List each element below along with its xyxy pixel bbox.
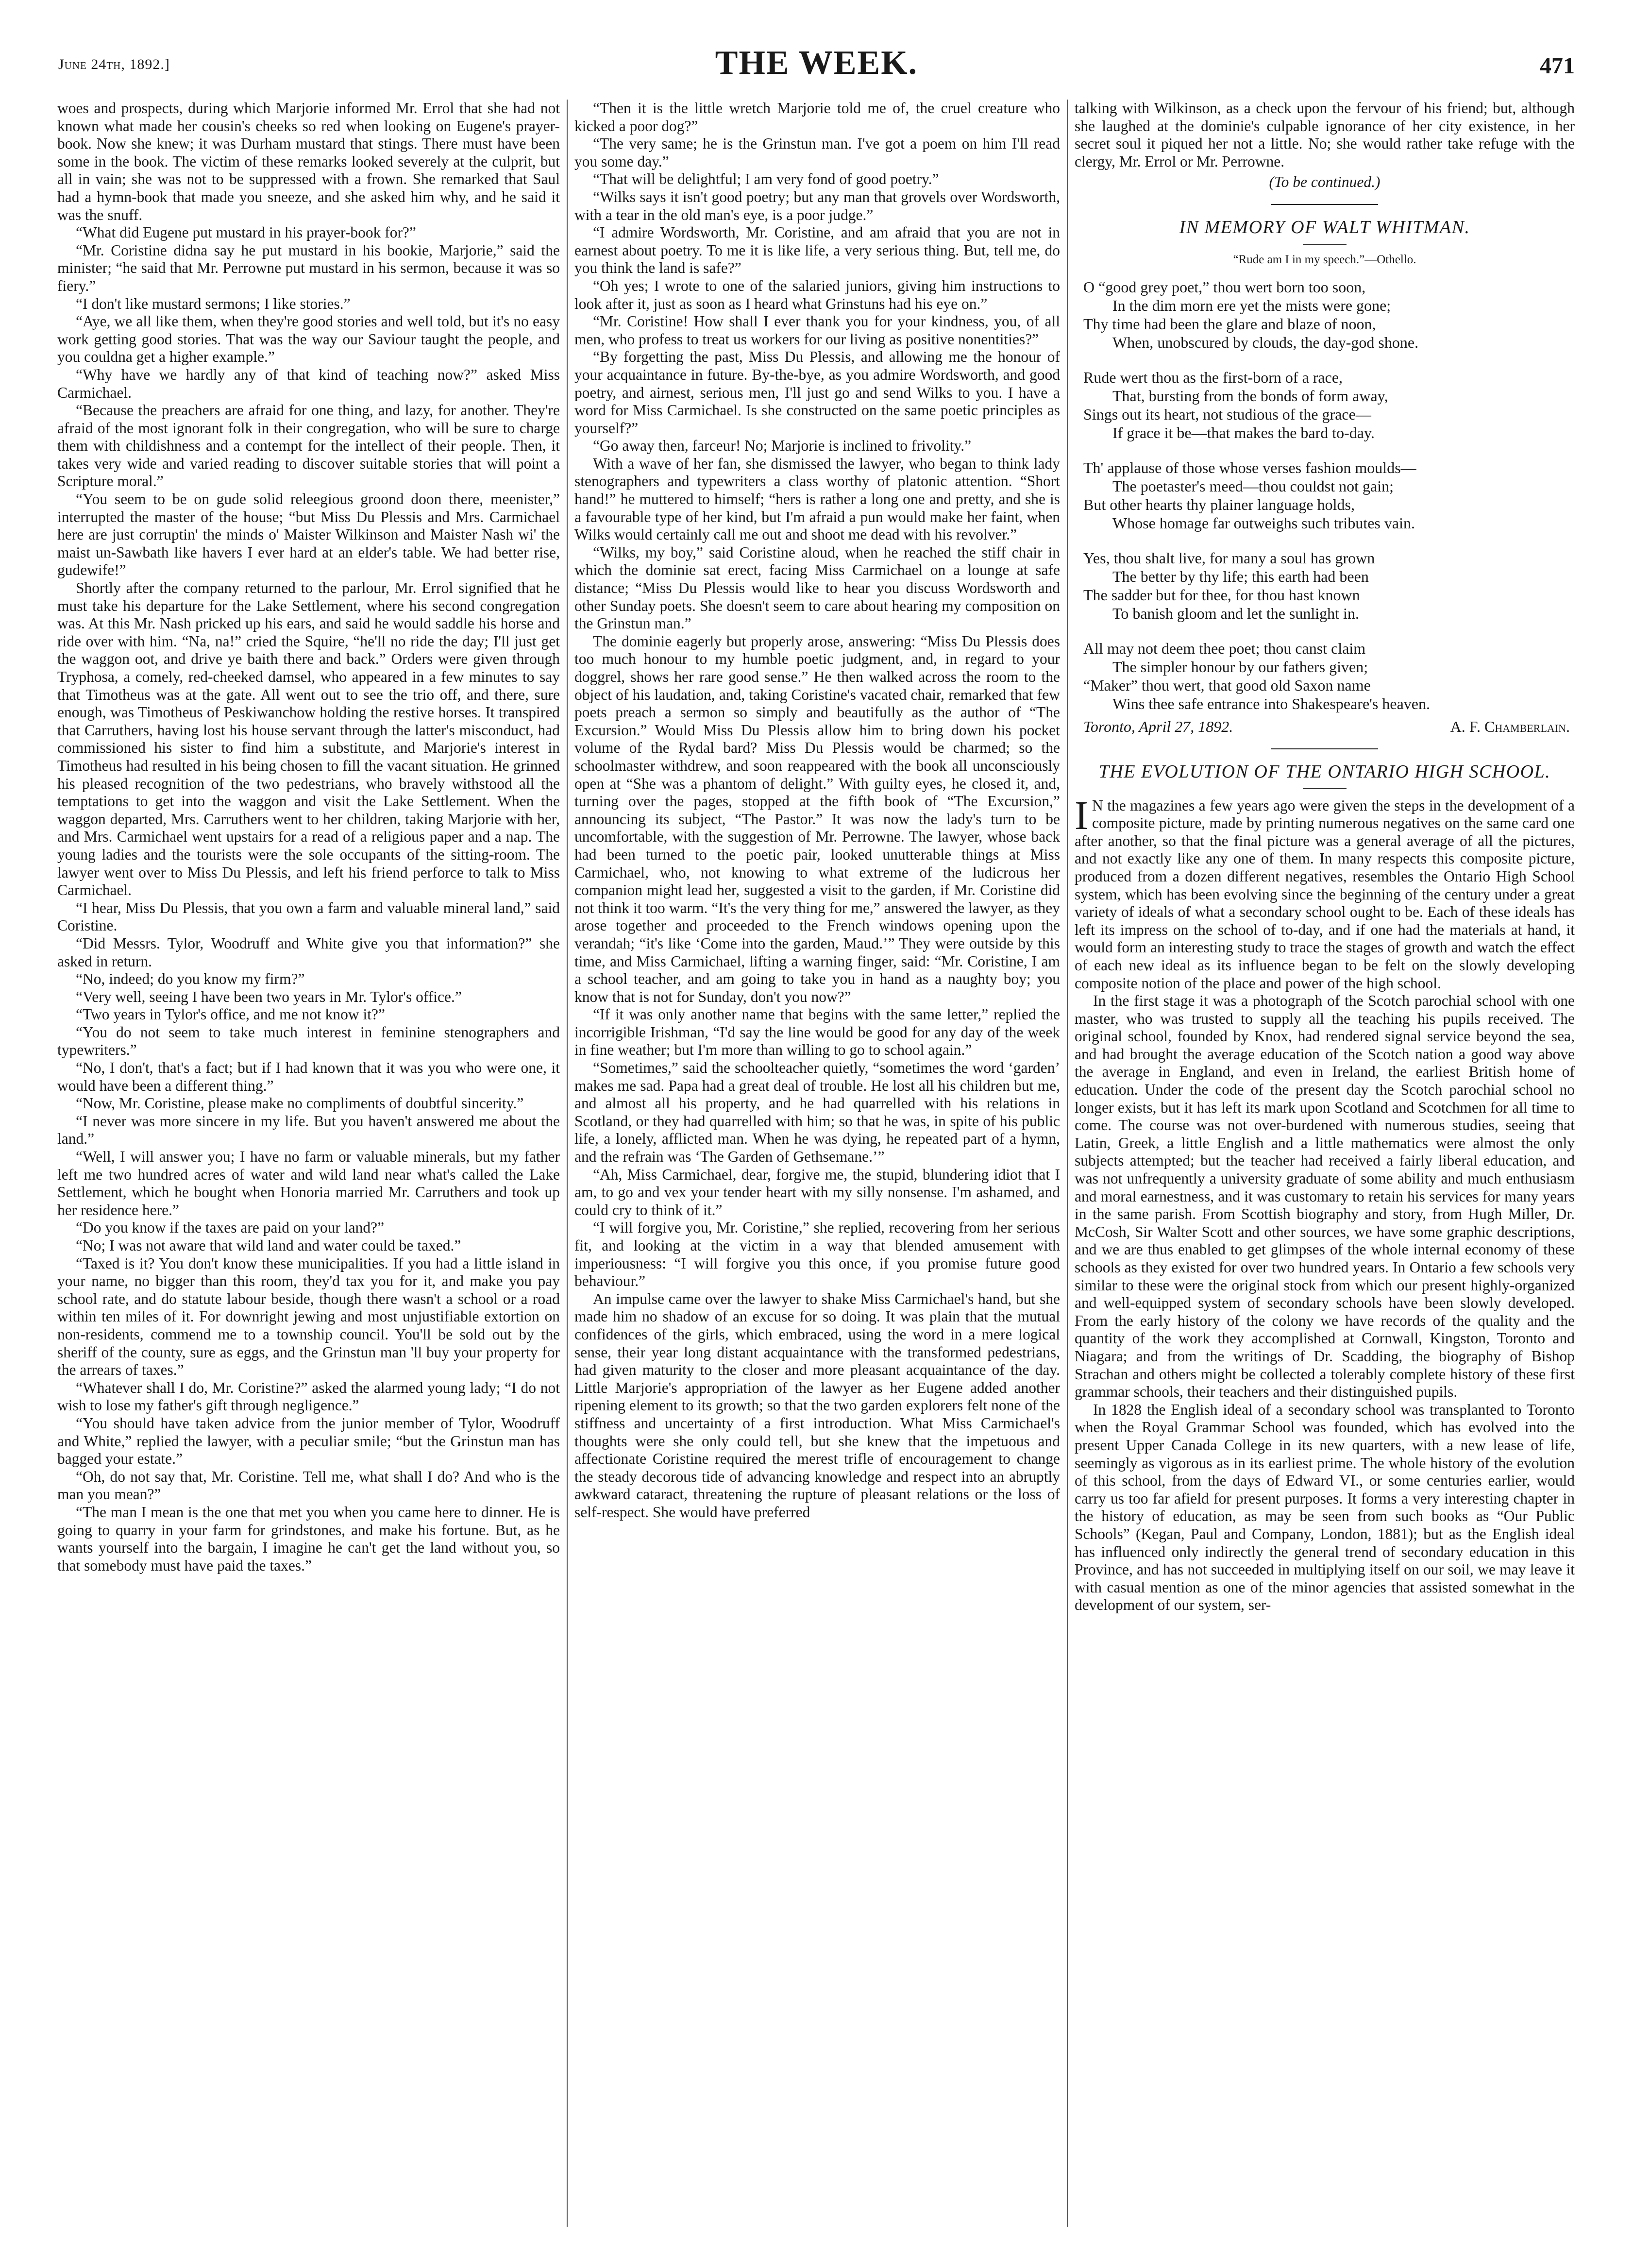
poem-line: The better by thy life; this earth had been: [1112, 567, 1369, 585]
paragraph: “By forgetting the past, Miss Du Plessis, and allowing me the honour of your acquaintance in future. By-the-bye, as you admire Wordsworth, and good poetry, and airnest, serious men, I'll just go and send Wilks to you. I have a word for Miss Carmichael. Is she constructed on the same poetic principles as yourself?”: [574, 348, 1060, 437]
poem-epigraph: “Rude am I in my speech.”—Othello.: [1233, 253, 1416, 266]
to-be-continued: (To be continued.): [1269, 173, 1380, 191]
poem-author: A. F. Chamberlain.: [1450, 717, 1570, 735]
poem-line: Th' applause of those whose verses fashion moulds—: [1083, 458, 1416, 476]
poem-stanza: [1083, 458, 1575, 532]
paragraph: With a wave of her fan, she dismissed the lawyer, who began to think lady stenographers and typewriters a class worthy of platonic attention. “Short hand!” he muttered to himself; “hers is rather a long one and pretty, and she is a favourable type of her kind, but I'm afraid a pun would make her faint, when Wilks would certainly call me out and shoot me dead with his revolver.”: [574, 455, 1060, 543]
column-1: [57, 100, 560, 2227]
poem-stanza: [1083, 278, 1575, 352]
paragraph: “You should have taken advice from the junior member of Tylor, Woodruff and White,” replied the lawyer, with a peculiar smile; “but the Grinstun man has bagged your estate.”: [57, 1414, 560, 1468]
section-divider: [1271, 748, 1378, 749]
paragraph: “Sometimes,” said the schoolteacher quietly, “sometimes the word ‘garden’ makes me sad. Papa had a great deal of trouble. He lost all his children but me, and almost all his property, and he had quarrelled with his relations in Scotland, or they had quarrelled with him; so that he was, in spite of his public life, a lonely, afflicted man. When he was dying, he repeated part of a hymn, and the refrain was ‘The Garden of Gethsemane.’”: [574, 1059, 1060, 1166]
poem-line: The sadder but for thee, for thou hast known: [1083, 586, 1360, 604]
paragraph: “Wilks says it isn't good poetry; but any man that grovels over Wordsworth, with a tear in the old man's eye, is a poor judge.”: [574, 188, 1060, 223]
poem-line: When, unobscured by clouds, the day-god shone.: [1112, 333, 1419, 351]
poem-title: IN MEMORY OF WALT WHITMAN.: [1179, 217, 1470, 237]
drop-cap: I: [1075, 793, 1088, 838]
poem-line: To banish gloom and let the sunlight in.: [1112, 604, 1359, 622]
paragraph: “No, I don't, that's a fact; but if I had known that it was you who were one, it would have been a different thing.”: [57, 1059, 560, 1094]
title-rule: [1303, 244, 1347, 245]
paragraph: “I admire Wordsworth, Mr. Coristine, and am afraid that you are not in earnest about poetry. To me it is like life, a very serious thing. But, tell me, do you think the land is safe?”: [574, 224, 1060, 277]
paragraph: “Because the preachers are afraid for one thing, and lazy, for another. They're afraid of the most ignorant folk in their congregation, who will be sure to charge them with childishness and a contempt for the intellect of their people. Then, it takes very wide and varied reading to discover suitable stories that will point a Scripture moral.”: [57, 402, 560, 490]
paragraph: “Oh yes; I wrote to one of the salaried juniors, giving him instructions to look after it, just as soon as I heard what Grinstuns had his eye on.”: [574, 277, 1060, 312]
paragraph: “No; I was not aware that wild land and water could be taxed.”: [76, 1237, 461, 1254]
paragraph: “I hear, Miss Du Plessis, that you own a farm and valuable mineral land,” said Coristine.: [57, 899, 560, 934]
paragraph: “That will be delightful; I am very fond of good poetry.”: [593, 170, 939, 188]
article-text: N the magazines a few years ago were given the steps in the development of a composite picture, made by printing numerous negatives on the same card one after another, so that the final picture was a general average of all the pictures, and not exactly like any one of them. In many respects this composite picture, produced from a dozen different negatives, resembles the Ontario High School system, which has been evolving since the beginning of the century under a great variety of ideals of what a secondary school ought to be. Each of these ideals has left its impress on the school of to-day, and if one had the materials at hand, it would form an interesting study to trace the stages of growth and watch the effect of each new ideal as its influence began to be felt on the slowly developing composite notion of the place and power of the high school.: [1075, 796, 1575, 992]
issue-date: June 24th, 1892.]: [58, 56, 170, 72]
paragraph: “Ah, Miss Carmichael, dear, forgive me, the stupid, blundering idiot that I am, to go and vex your tender heart with my silly nonsense. I'm ashamed, and could cry to think of it.”: [574, 1166, 1060, 1219]
paragraph: The dominie eagerly but properly arose, answering: “Miss Du Plessis does too much honour to my humble poetic judgment, and, in regard to your doggrel, shows her rare good sense.” He then walked across the room to the object of his laudation, and, taking Coristine's vacated chair, remarked that few poets preach a sermon so simply and beautifully as the author of “The Excursion.” Would Miss Du Plessis allow him to bring down his pocket volume of the Rydal bard? Miss Du Plessis would be charmed; so the schoolmaster withdrew, and soon reappeared with the book all unconsciously open at “She was a phantom of delight.” With guilty eyes, he closed it, and, turning over the pages, stopped at the fifth book of “The Excursion,” announcing its subject, “The Pastor.” It was now the lady's turn to be uncomfortable, with the suggestion of Mr. Perrowne. The lawyer, whose back had been turned to the poetic pair, looked unutterable things at Miss Carmichael, who, not knowing to what extreme of the ludicrous her companion might lead her, suggested a visit to the garden, if Mr. Coristine did not think it too warm. “It's the very thing for me,” answered the lawyer, as they arose together and proceeded to the French windows opening upon the verandah; “it's like ‘Come into the garden, Maud.’” They were outside by this time, and Miss Carmichael, lifting a warning finger, said: “Mr. Coristine, I am a school teacher, and am going to take you in hand as a naughty boy; you know that is not for Sunday, don't you now?”: [574, 632, 1060, 1005]
poem-stanza: [1083, 368, 1575, 442]
poem-line: O “good grey poet,” thou wert born too soon,: [1083, 278, 1366, 296]
masthead: [58, 38, 1575, 91]
paragraph: “Why have we hardly any of that kind of teaching now?” asked Miss Carmichael.: [57, 366, 560, 401]
paragraph: “The very same; he is the Grinstun man. I've got a poem on him I'll read you some day.”: [574, 135, 1060, 170]
article-title: THE EVOLUTION OF THE ONTARIO HIGH SCHOOL.: [1098, 761, 1551, 782]
poem-line: But other hearts thy plainer language holds,: [1083, 495, 1355, 513]
poem-line: In the dim morn ere yet the mists were gone;: [1112, 296, 1391, 314]
poem-line: Whose homage far outweighs such tributes vain.: [1112, 514, 1415, 532]
paragraph: “Oh, do not say that, Mr. Coristine. Tell me, what shall I do? And who is the man you mean?”: [57, 1468, 560, 1503]
paragraph: In 1828 the English ideal of a secondary school was transplanted to Toronto when the Royal Grammar School was founded, which has evolved into the present Upper Canada College in its new quarters, with a new lease of life, seemingly as vigorous as in its earliest prime. The whole history of the evolution of this school, from the days of Edward VI., or some centuries earlier, would carry us too far afield for present purposes. It forms a very interesting chapter in the history of education, as may be seen from such books as “Our Public Schools” (Kegan, Paul and Company, London, 1881); but as the English ideal has influenced only indirectly the general trend of secondary education in this Province, and has not succeeded in multiplying itself on our soil, we may leave it with casual mention as one of the minor agencies that assisted somewhat in the development of our system, ser-: [1075, 1401, 1575, 1614]
poem-place-date: Toronto, April 27, 1892.: [1083, 717, 1233, 735]
poem-line: Wins thee safe entrance into Shakespeare's heaven.: [1112, 694, 1430, 712]
paragraph: “Well, I will answer you; I have no farm or valuable minerals, but my father left me two hundred acres of water and wild land near what's called the Lake Settlement, which he bought when Honoria married Mr. Carruthers and took up her residence here.”: [57, 1148, 560, 1219]
paragraph: “Mr. Coristine! How shall I ever thank you for your kindness, you, of all men, who profess to treat us workers for our living as positive nonentities?”: [574, 313, 1060, 348]
poem-line: Thy time had been the glare and blaze of noon,: [1083, 315, 1376, 333]
section-divider: [1271, 204, 1378, 205]
paragraph: “You seem to be on gude solid releegious groond doon there, meenister,” interrupted the master of the house; “but Miss Du Plessis and Mrs. Carmichael here are just corruptin' the minds o' Maister Wilkinson and Maister Nash wi' the maist un-Sawbath like havers I ever hard at an elder's table. We had better rise, gudewife!”: [57, 491, 560, 579]
poem-stanza: [1083, 549, 1575, 623]
paragraph: “I don't like mustard sermons; I like stories.”: [76, 295, 351, 312]
paragraph: “Very well, seeing I have been two years in Mr. Tylor's office.”: [76, 988, 462, 1005]
column-rule: [1067, 100, 1068, 2227]
poem-line: “Maker” thou wert, that good old Saxon name: [1083, 676, 1371, 694]
poem-line: Yes, thou shalt live, for many a soul has grown: [1083, 549, 1375, 567]
poem-line: That, bursting from the bonds of form away,: [1112, 387, 1388, 405]
publication-title: THE WEEK.: [715, 44, 918, 82]
paragraph: An impulse came over the lawyer to shake Miss Carmichael's hand, but she made him no shadow of an excuse for so doing. It was plain that the mutual confidences of the girls, which embraced, using the word in a mere logical sense, their year long distant acquaintance with the transformed pedestrians, had given maturity to the closer and more pleasant acquaintance of the day. Little Marjorie's appropriation of the lawyer as her Eugene added another ripening element to its growth; so that the two garden explorers felt none of the stiffness and uncertainty of a first introduction. What Miss Carmichael's thoughts were she only could tell, but she knew that the impetuous and affectionate Coristine required the merest trifle of encouragement to change the steady decorous tide of advancing knowledge and respect into an abruptly awkward cataract, threatening the rupture of pleasant relations or the loss of self-respect. She would have preferred: [574, 1290, 1060, 1521]
paragraph: “Taxed is it? You don't know these municipalities. If you had a little island in your name, no bigger than this room, they'd tax you for it, and make you pay school rate, and do statute labour beside, though there wasn't a school or a road within ten miles of it. For downright jewing and most unjustifiable extortion on non-residents, commend me to a township council. You'll be sold out by the sheriff of the county, sure as eggs, and the Grinstun man 'll buy your property for the arrears of taxes.”: [57, 1254, 560, 1379]
paragraph: “I will forgive you, Mr. Coristine,” she replied, recovering from her serious fit, and looking at the victim in a way that blended amusement with imperiousness: “I will forgive you this once, if you promise future good behaviour.”: [574, 1219, 1060, 1290]
paragraph: “Two years in Tylor's office, and me not know it?”: [76, 1006, 385, 1023]
paragraph: “Then it is the little wretch Marjorie told me of, the cruel creature who kicked a poor dog?”: [574, 100, 1060, 135]
paragraph: “What did Eugene put mustard in his prayer-book for?”: [76, 224, 416, 241]
poem-signature: [1083, 718, 1570, 736]
column-rule: [567, 100, 568, 2227]
paragraph: woes and prospects, during which Marjorie informed Mr. Errol that she had not known what made her cousin's cheeks so red when looking on Eugene's prayer-book. Now she knew; it was Durham mustard that stings. There must have been some in the book. The victim of these remarks looked severely at the culprit, but all in vain; she was not to be suppressed with a frown. She remarked that Saul had a hymn-book that made you sneeze, and she asked him why, and he said it was the snuff.: [57, 100, 560, 223]
poem-line: All may not deem thee poet; thou canst claim: [1083, 639, 1366, 657]
paragraph: “The man I mean is the one that met you when you came here to dinner. He is going to quarry in your farm for grindstones, and make his fortune. But, as he wants yourself into the bargain, I imagine he can't get the land without you, so that somebody must have paid the taxes.”: [57, 1503, 560, 1574]
paragraph: “Do you know if the taxes are paid on your land?”: [76, 1219, 385, 1236]
paragraph: Shortly after the company returned to the parlour, Mr. Errol signified that he must take his departure for the Lake Settlement, where his second congregation was. At this Mr. Nash pricked up his ears, and said he would saddle his horse and ride over with him. “Na, na!” cried the Squire, “he'll no ride the day; I'll just get the waggon oot, and drive ye baith there and back.” Orders were given through Tryphosa, a comely, red-cheeked damsel, who appeared in a few minutes to say that Timotheus was at the gate. All went out to see the trio off, and there, sure enough, was Timotheus of Peskiwanchow holding the restive horses. It transpired that Carruthers, having lost his house servant through the latter's misconduct, had commissioned his sister to find him a substitute, and Marjorie's interest in Timotheus had resulted in his being chosen to fill the vacant situation. He grinned his pleased recognition of the two pedestrians, who bravely withstood all the temptations to get into the waggon and visit the Lake Settlement. When the waggon departed, Mrs. Carruthers went to her children, taking Marjorie with her, and Mrs. Carmichael went upstairs for a read of a religious paper and a nap. The young ladies and the tourists were the sole occupants of the sitting-room. The lawyer went over to Miss Du Plessis, and left his friend perforce to talk to Miss Carmichael.: [57, 579, 560, 899]
paragraph: “You do not seem to take much interest in feminine stenographers and typewriters.”: [57, 1023, 560, 1059]
poem-line: The poetaster's meed—thou couldst not gain;: [1112, 477, 1394, 495]
paragraph: talking with Wilkinson, as a check upon the fervour of his friend; but, although she laughed at the dominie's culpable ignorance of her city existence, in her secret soul it piqued her not a little. No; she would rather take refuge with the clergy, Mr. Errol or Mr. Perrowne.: [1075, 100, 1575, 170]
column-3: [1075, 100, 1575, 2227]
paragraph: “If it was only another name that begins with the same letter,” replied the incorrigible Irishman, “I'd say the line would be good for any day of the week in fine weather; but I'm more than willing to go to school again.”: [574, 1006, 1060, 1059]
paragraph: “Aye, we all like them, when they're good stories and well told, but it's no easy work getting good stories. That was the way our Saviour taught the people, and you couldna get a higher example.”: [57, 313, 560, 366]
paragraph: “Go away then, farceur! No; Marjorie is inclined to frivolity.”: [593, 437, 972, 455]
poem-line: The simpler honour by our fathers given;: [1112, 658, 1368, 676]
poem-line: Sings out its heart, not studious of the grace—: [1083, 405, 1371, 423]
page-number: 471: [1540, 53, 1575, 79]
paragraph: “Mr. Coristine didna say he put mustard in his bookie, Marjorie,” said the minister; “he said that Mr. Perrowne put mustard in his sermon, because it was so fiery.”: [57, 241, 560, 294]
paragraph: In the first stage it was a photograph of the Scotch parochial school with one master, who was trusted to supply all the teaching his pupils received. The original school, founded by Knox, had rendered signal service beyond the sea, and had brought the average education of the Scotch nation a good way above the average in England, and even in Ireland, the earliest British home of education. Under the code of the present day the Scotch parochial school no longer exists, but it has left its mark upon Scotland and Scotchmen for all time to come. The course was not over-burdened with numerous studies, seeing that Latin, Greek, a little English and a little mathematics were almost the only subjects attempted; but the teacher had received a fairly liberal education, and was not unfrequently a university graduate of some ability and much enthusiasm and moral earnestness, and it was customary to retain his services for many years in the same parish. From Scottish biography and story, from Hugh Miller, Dr. McCosh, Sir Walter Scott and other sources, we have some graphic descriptions, and we are thus enabled to get glimpses of the whole internal economy of these schools as they existed for over two hundred years. In Ontario a few schools very similar to these were the original stock from which our present highly-organized and well-equipped system of secondary schools have been slowly developed. From the early history of the colony we have records of the quality and the quantity of the work they accomplished at Cornwall, Kingston, Toronto and Niagara; and from the writings of Dr. Scadding, the biography of Bishop Strachan and others might be collected a tolerably complete history of these first grammar schools, their teachers and their distinguished pupils.: [1075, 992, 1575, 1401]
paragraph: “Wilks, my boy,” said Coristine aloud, when he reached the stiff chair in which the dominie sat erect, facing Miss Carmichael on a lounge at safe distance; “Miss Du Plessis would like to hear you discuss Wordsworth and other Sunday poets. She doesn't seem to care about hearing my composition on the Grinstun man.”: [574, 543, 1060, 632]
paragraph: “Now, Mr. Coristine, please make no compliments of doubtful sincerity.”: [76, 1095, 524, 1112]
article-first-paragraph: [1075, 793, 1575, 993]
paragraph: “Did Messrs. Tylor, Woodruff and White give you that information?” she asked in return.: [57, 934, 560, 970]
poem-stanza: [1083, 639, 1575, 713]
paragraph: “No, indeed; do you know my firm?”: [76, 970, 305, 988]
paragraph: “I never was more sincere in my life. But you haven't answered me about the land.”: [57, 1112, 560, 1148]
poem-line: Rude wert thou as the first-born of a race,: [1083, 368, 1343, 386]
title-rule: [1303, 788, 1347, 789]
paragraph: “Whatever shall I do, Mr. Coristine?” asked the alarmed young lady; “I do not wish to lose my father's gift through negligence.”: [57, 1379, 560, 1414]
column-2: [574, 100, 1060, 2227]
poem-line: If grace it be—that makes the bard to-day.: [1112, 423, 1375, 441]
